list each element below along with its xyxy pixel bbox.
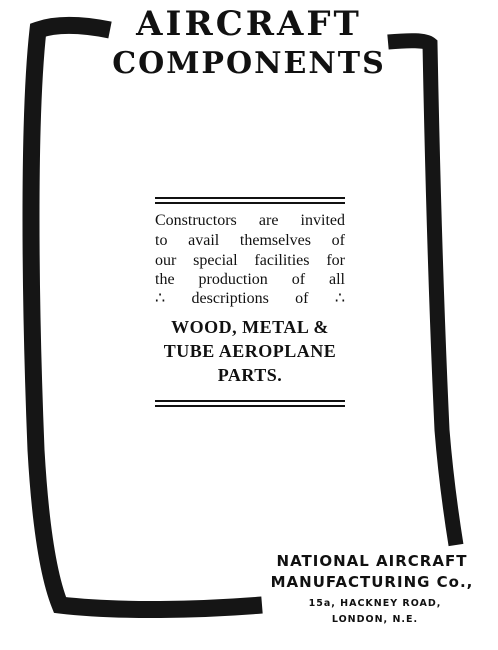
body-line-3: our special facilities for	[155, 252, 345, 269]
text-panel	[155, 197, 345, 409]
company-name-line1: NATIONAL AIRCRAFT	[276, 552, 468, 570]
address-line2: LONDON, N.E.	[331, 614, 419, 625]
products-line-2: TUBE AEROPLANE	[163, 341, 337, 361]
products-line-3: PARTS.	[217, 365, 283, 385]
body-line-2: to avail themselves of	[155, 232, 345, 249]
company-name-line2: MANUFACTURING Co.,	[270, 573, 474, 591]
body-line-1: Constructors are invited	[155, 212, 345, 229]
right-border-stroke	[388, 41, 456, 545]
bottom-double-rule	[155, 400, 345, 407]
body-line-5: ∴ descriptions of ∴	[155, 290, 345, 307]
address-line1: 15a, HACKNEY ROAD,	[308, 598, 442, 609]
advert-title-line1: AIRCRAFT	[136, 4, 362, 44]
top-double-rule	[155, 197, 345, 204]
products-line-1: WOOD, METAL &	[171, 317, 329, 337]
body-line-4: the production of all	[155, 271, 345, 288]
advert-title-line2: COMPONENTS	[112, 46, 386, 81]
